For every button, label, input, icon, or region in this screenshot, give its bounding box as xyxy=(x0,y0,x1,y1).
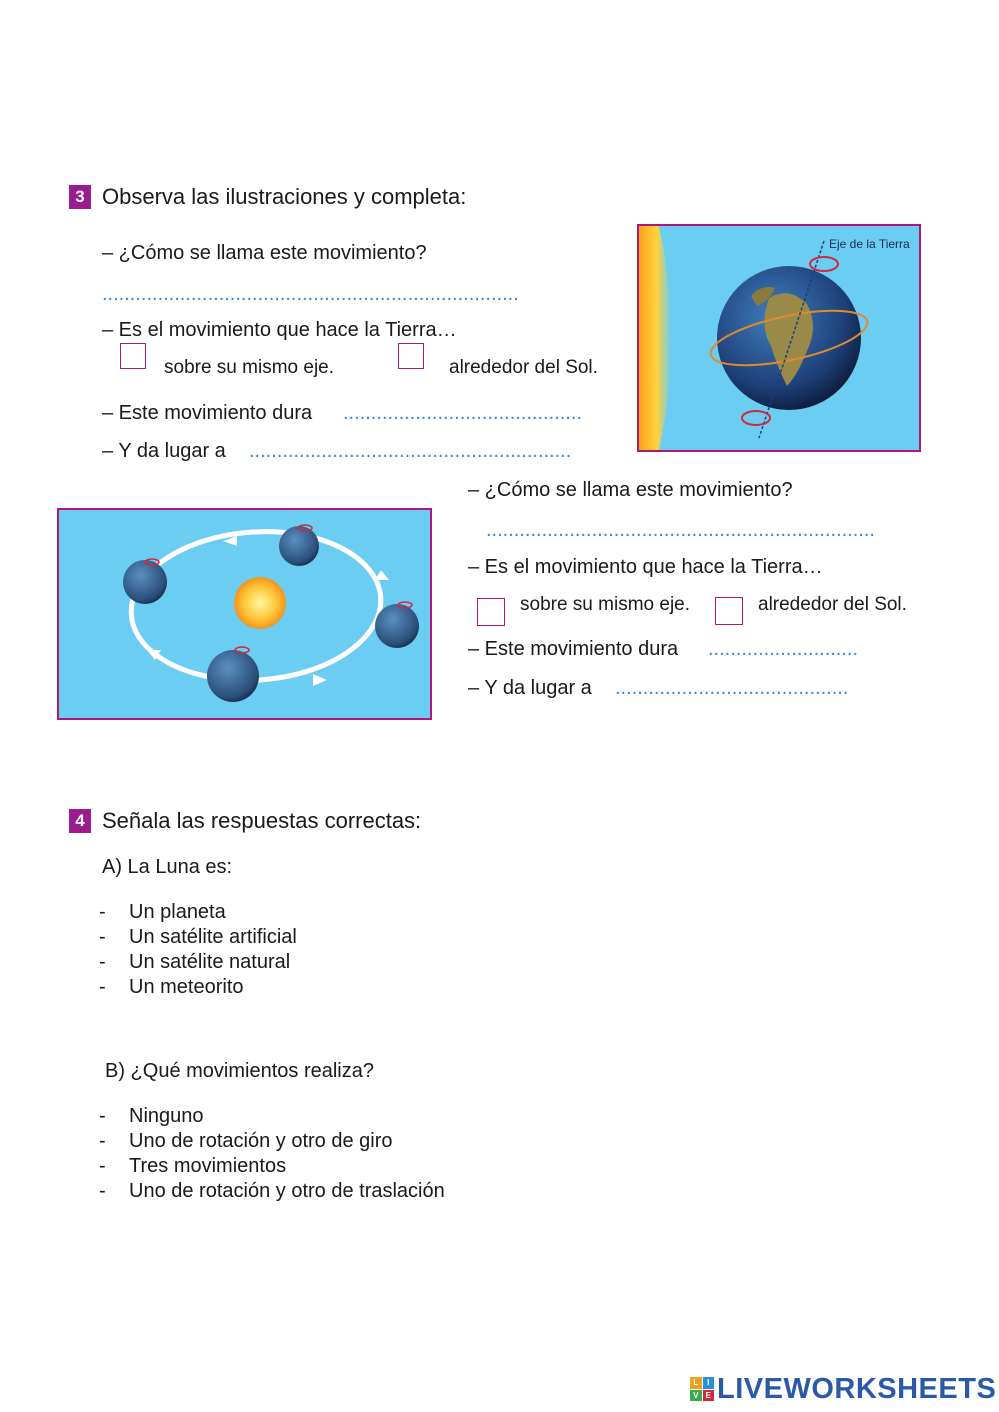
section-3-number: 3 xyxy=(69,185,91,209)
earth-orbit-svg xyxy=(59,510,430,718)
option-row[interactable]: - Un meteorito xyxy=(99,976,244,998)
translation-checkbox-axis[interactable] xyxy=(477,598,505,626)
part-b-options xyxy=(99,1104,445,1204)
rotation-illustration xyxy=(637,224,921,452)
rotation-name-input[interactable]: ........................................................................... xyxy=(102,283,519,305)
earth-icon xyxy=(279,526,319,566)
translation-question-result: – Y da lugar a xyxy=(468,677,592,699)
option-label[interactable]: Uno de rotación y otro de traslación xyxy=(129,1180,445,1202)
option-row[interactable]: - Ninguno xyxy=(99,1105,204,1127)
option-row[interactable]: - Un planeta xyxy=(99,901,226,923)
option-row[interactable]: - Un satélite artificial xyxy=(99,926,297,948)
section-3-title: Observa las ilustraciones y completa: xyxy=(102,184,467,209)
option-row[interactable]: - Tres movimientos xyxy=(99,1155,287,1177)
part-b-label: B) ¿Qué movimientos realiza? xyxy=(105,1060,374,1082)
rotation-result-input[interactable]: .......................................................... xyxy=(249,440,572,462)
translation-illustration xyxy=(57,508,432,720)
part-a-options xyxy=(99,900,297,1000)
rotation-checkbox-axis[interactable] xyxy=(120,343,146,369)
translation-name-input[interactable]: ...................................................................... xyxy=(486,519,875,541)
earth-axis-label: Eje de la Tierra xyxy=(829,237,910,251)
rotation-question-name: – ¿Cómo se llama este movimiento? xyxy=(102,242,427,264)
rotation-option-axis-label: sobre su mismo eje. xyxy=(164,357,335,378)
rotation-checkbox-sun[interactable] xyxy=(398,343,424,369)
option-label[interactable]: Un satélite natural xyxy=(129,951,291,973)
earth-icon xyxy=(123,560,167,604)
option-label[interactable]: Un planeta xyxy=(129,901,226,923)
translation-option-sun-label: alrededor del Sol. xyxy=(758,594,907,615)
option-label[interactable]: Tres movimientos xyxy=(129,1155,287,1177)
translation-result-input[interactable]: .......................................... xyxy=(615,677,849,699)
rotation-question-result: – Y da lugar a xyxy=(102,440,226,462)
brand-name: LIVEWORKSHEETS xyxy=(717,1372,997,1405)
rotation-duration-input[interactable]: ........................................... xyxy=(343,402,582,424)
option-label[interactable]: Uno de rotación y otro de giro xyxy=(129,1130,393,1152)
part-a-label: A) La Luna es: xyxy=(102,856,233,878)
translation-question-movement: – Es el movimiento que hace la Tierra… xyxy=(468,556,823,578)
option-row[interactable]: - Un satélite natural xyxy=(99,951,291,973)
option-label[interactable]: Un meteorito xyxy=(129,976,244,998)
translation-question-name: – ¿Cómo se llama este movimiento? xyxy=(468,479,793,501)
translation-option-axis-label: sobre su mismo eje. xyxy=(520,594,691,615)
earth-rotation-svg xyxy=(639,226,919,450)
logo-mark-icon: L I V E xyxy=(690,1377,714,1401)
section-4-number: 4 xyxy=(69,809,91,833)
option-row[interactable]: - Uno de rotación y otro de traslación xyxy=(99,1180,445,1202)
rotation-option-sun-label: alrededor del Sol. xyxy=(449,357,598,378)
rotation-question-duration: – Este movimiento dura xyxy=(102,402,313,424)
earth-icon xyxy=(375,604,419,648)
option-label[interactable]: Un satélite artificial xyxy=(129,926,297,948)
sun-icon xyxy=(234,577,286,629)
translation-checkbox-sun[interactable] xyxy=(715,597,743,625)
option-label[interactable]: Ninguno xyxy=(129,1105,204,1127)
translation-question-duration: – Este movimiento dura xyxy=(468,638,679,660)
earth-icon xyxy=(207,650,259,702)
rotation-question-movement: – Es el movimiento que hace la Tierra… xyxy=(102,319,457,341)
liveworksheets-logo xyxy=(690,1372,996,1406)
section-4-title: Señala las respuestas correctas: xyxy=(102,808,422,833)
translation-duration-input[interactable]: ........................... xyxy=(708,638,859,660)
option-row[interactable]: - Uno de rotación y otro de giro xyxy=(99,1130,393,1152)
